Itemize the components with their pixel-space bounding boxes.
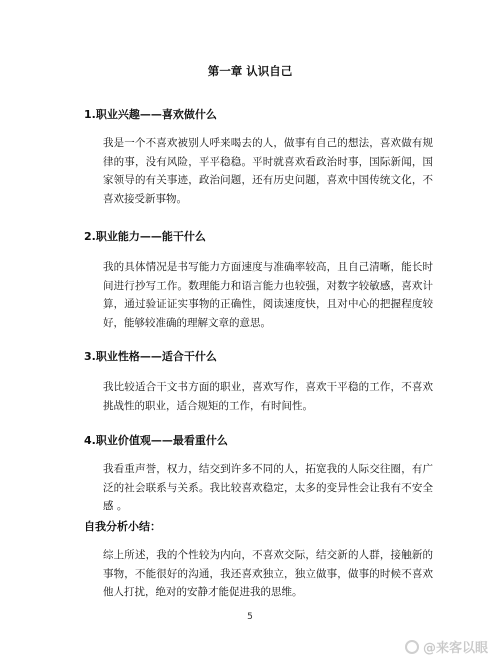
section-body-ability: 我的具体情况是书写能力方面速度与准确率较高，且自己清晰，能长时间进行抄写工作。数理能力和语言能力也较强，对数字较敏感，喜欢计算，通过验证证实事物的正确性，阅读速度快，且对中心的把握程度较好，能够较准确的理解文章的意思。 <box>103 261 433 329</box>
watermark <box>405 637 488 656</box>
page-number: 5 <box>247 612 253 622</box>
watermark-text: @来客以眼 <box>422 641 488 656</box>
section-heading-values: 4.职业价值观——最看重什么 <box>84 434 228 447</box>
section-body-personality: 我比较适合干文书方面的职业，喜欢写作，喜欢干平稳的工作，不喜欢挑战性的职业，适合规矩的工作，有时间性。 <box>103 381 433 412</box>
watermark-logo-icon <box>405 640 419 654</box>
section-body-values: 我看重声誉，权力，结交到许多不同的人，拓宽我的人际交往圈，有广泛的社会联系与关系。我比较喜欢稳定，太多的变异性会让我有不安全感 。 <box>103 463 433 512</box>
section-heading-interest: 1.职业兴趣——喜欢做什么 <box>84 108 217 121</box>
section-body-summary: 综上所述，我的个性较为内向，不喜欢交际，结交新的人群，接触新的事物，不能很好的沟通，我还喜欢独立，独立做事，做事的时候不喜欢他人打扰，绝对的安静才能促进我的思维。 <box>103 549 433 598</box>
section-body-interest: 我是一个不喜欢被别人呼来喝去的人，做事有自己的想法，喜欢做有规律的事，没有风险，平平稳稳。平时就喜欢看政治时事，国际新闻，国家领导的有关事迹，政治问题，还有历史问题，喜欢中国传统文化，不喜欢接受新事物。 <box>103 137 433 205</box>
section-heading-ability: 2.职业能力——能干什么 <box>84 230 206 243</box>
section-heading-summary: 自我分析小结： <box>84 520 161 533</box>
section-heading-personality: 3.职业性格——适合干什么 <box>84 350 217 363</box>
chapter-title: 第一章 认识自己 <box>207 64 293 78</box>
